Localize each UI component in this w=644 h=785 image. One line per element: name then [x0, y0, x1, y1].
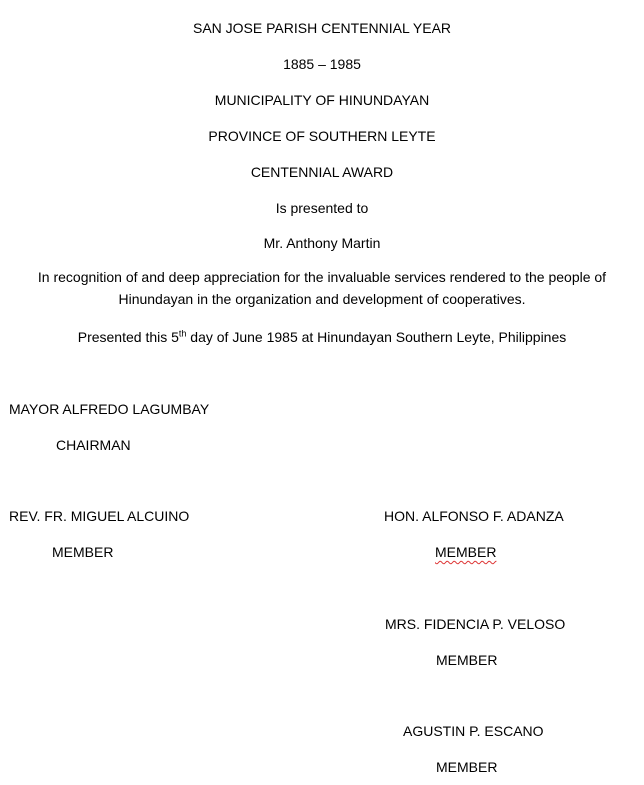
member1-role: MEMBER: [52, 544, 114, 560]
header-line-province: PROVINCE OF SOUTHERN LEYTE: [208, 128, 436, 144]
chairman-role: CHAIRMAN: [56, 437, 131, 453]
presented-prefix: Presented this 5: [77, 329, 179, 345]
chairman-name: MAYOR ALFREDO LAGUMBAY: [9, 401, 210, 417]
member3-name: MRS. FIDENCIA P. VELOSO: [385, 616, 566, 632]
member2-role: [435, 543, 496, 561]
recipient-name: Mr. Anthony Martin: [263, 235, 381, 251]
header-line-parish: SAN JOSE PARISH CENTENNIAL YEAR: [192, 20, 452, 36]
header-line-municipality: MUNICIPALITY OF HINUNDAYAN: [214, 92, 430, 108]
presented-ordinal: th: [178, 328, 187, 339]
member1-name: REV. FR. MIGUEL ALCUINO: [9, 508, 190, 524]
member2-role-text: MEMBER: [435, 544, 497, 560]
presented-suffix: day of June 1985 at Hinundayan Southern Leyte, Philippines: [186, 329, 567, 345]
presented-line: [0, 328, 644, 346]
header-line-award: CENTENNIAL AWARD: [250, 164, 394, 180]
member4-role: MEMBER: [436, 759, 498, 775]
member3-role: MEMBER: [436, 652, 498, 668]
member2-name: HON. ALFONSO F. ADANZA: [384, 508, 564, 524]
member4-name: AGUSTIN P. ESCANO: [403, 723, 544, 739]
header-line-presented-to: Is presented to: [275, 200, 369, 216]
citation-paragraph: In recognition of and deep appreciation for the invaluable services rendered to the people of Hinundayan in the organization and development of cooperatives.: [37, 269, 607, 307]
header-line-years: 1885 – 1985: [283, 56, 361, 72]
